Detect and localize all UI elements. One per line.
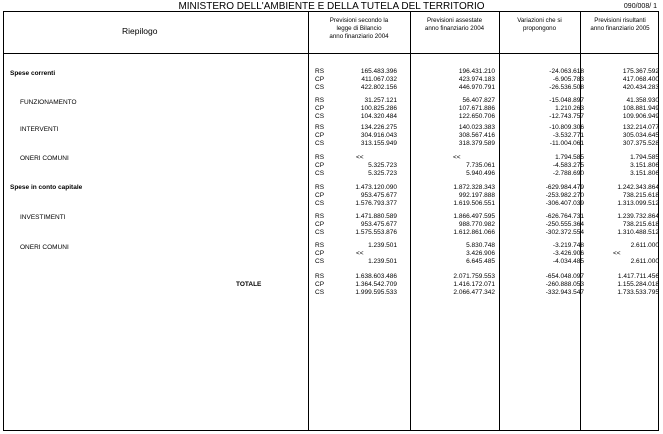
cell-col1: 134.226.275 304.916.043 313.155.949 [360,124,397,147]
header-line: propongono [522,25,557,32]
cell-col1: 1.239.501 << 1.239.501 [356,242,397,265]
cell-col4: 1.417.711.456 1.155.284.018 1.733.533.795 [617,273,659,296]
header-line: Previsioni risultanti [594,17,646,24]
header-previsioni-bilancio [308,17,410,41]
row-label: INTERVENTI [20,126,59,133]
row-label: Spese correnti [10,70,56,77]
row-label: ONERI COMUNI [20,244,69,251]
header-line: Variazioni che si [517,17,562,24]
row-codes: RS CP CS [315,124,325,147]
row-codes: RS CP CS [315,184,325,207]
cell-col2: 5.830.748 3.426.906 6.645.485 [466,242,495,265]
page-code: 090/008/ 1 [623,3,657,10]
cell-col1: 1.638.603.486 1.364.542.709 1.999.595.533 [355,273,397,296]
column-divider [308,12,309,430]
summary-table [3,11,659,431]
cell-col2: 1.872.328.343 992.197.888 1.619.506.551 [453,184,495,207]
row-codes: RS CP CS [315,213,325,236]
header-line: Previsioni secondo la [329,17,389,24]
cell-col1: << 5.325.723 5.325.723 [356,154,397,177]
row-codes: RS CP CS [315,273,325,296]
column-divider [410,12,411,430]
header-variazioni [499,17,580,33]
cell-col3: 1.794.585 -4.583.275 -2.788.690 [552,154,584,177]
header-previsioni-risultanti [580,17,660,33]
row-label: ONERI COMUNI [20,155,69,162]
cell-col4: 1.239.732.864 738.215.618 1.310.488.512 [617,213,659,236]
cell-col2: << 7.735.061 5.940.496 [453,154,495,177]
cell-col2: 2.071.759.553 1.416.172.071 2.066.477.342 [453,273,495,296]
row-label: FUNZIONAMENTO [20,99,77,106]
cell-col1: 165.483.396 411.067.032 422.802.156 [360,68,397,91]
cell-col3: -629.984.479 -253.982.270 -306.407.039 [545,184,584,207]
cell-col3: -3.219.748 -3.426.906 -4.034.485 [552,242,584,265]
cell-col1: 31.257.121 100.825.286 104.320.484 [360,97,397,120]
cell-col2: 196.431.210 423.974.183 446.970.791 [458,68,495,91]
header-line: legge di Bilancio [336,25,382,32]
header-divider [4,53,658,54]
cell-col1: 1.473.120.090 953.475.677 1.576.793.377 [355,184,397,207]
cell-col1: 1.471.880.589 953.475.677 1.575.553.876 [355,213,397,236]
header-previsioni-assestate [410,17,499,33]
cell-col4: 1.794.585 3.151.806 3.151.806 [630,154,659,177]
cell-col3: -10.809.306 -3.532.771 -11.004.061 [549,124,584,147]
page-title: MINISTERO DELL'AMBIENTE E DELLA TUTELA DEL TERRITORIO [178,1,485,12]
cell-col3: -654.048.097 -260.888.053 -332.943.547 [545,273,584,296]
row-codes: RS CP CS [315,68,325,91]
cell-col2: 56.407.827 107.671.886 122.650.706 [458,97,495,120]
row-codes: RS CP CS [315,97,325,120]
row-label: INVESTIMENTI [20,214,66,221]
cell-col3: -626.764.731 -250.555.364 -302.372.554 [545,213,584,236]
cell-col4: 41.358.930 108.881.949 109.906.949 [622,97,659,120]
cell-col4: 1.242.343.864 738.215.618 1.313.099.512 [617,184,659,207]
row-label: Spese in conto capitale [10,184,83,191]
row-codes: RS CP CS [315,242,325,265]
cell-col2: 1.866.497.595 988.770.982 1.612.861.066 [453,213,495,236]
cell-col4: 2.611.000 << 2.611.000 [613,242,659,265]
cell-col4: 175.367.592 417.068.400 420.434.283 [622,68,659,91]
header-line: anno finanziario 2004 [329,33,389,40]
header-line: anno finanziario 2005 [590,25,650,32]
cell-col4: 132.214.077 305.034.645 307.375.528 [622,124,659,147]
row-label: TOTALE [236,281,262,288]
cell-col3: -24.063.618 -6.905.783 -26.536.508 [549,68,584,91]
header-line: anno finanziario 2004 [424,25,485,32]
cell-col2: 140.023.383 308.567.416 318.379.589 [458,124,495,147]
cell-col3: -15.048.897 1.210.263 -12.743.757 [549,97,584,120]
header-riepilogo: Riepilogo [122,26,158,36]
row-codes: RS CP CS [315,154,325,177]
column-divider [499,12,500,430]
header-line: Previsioni assestate [426,17,483,24]
